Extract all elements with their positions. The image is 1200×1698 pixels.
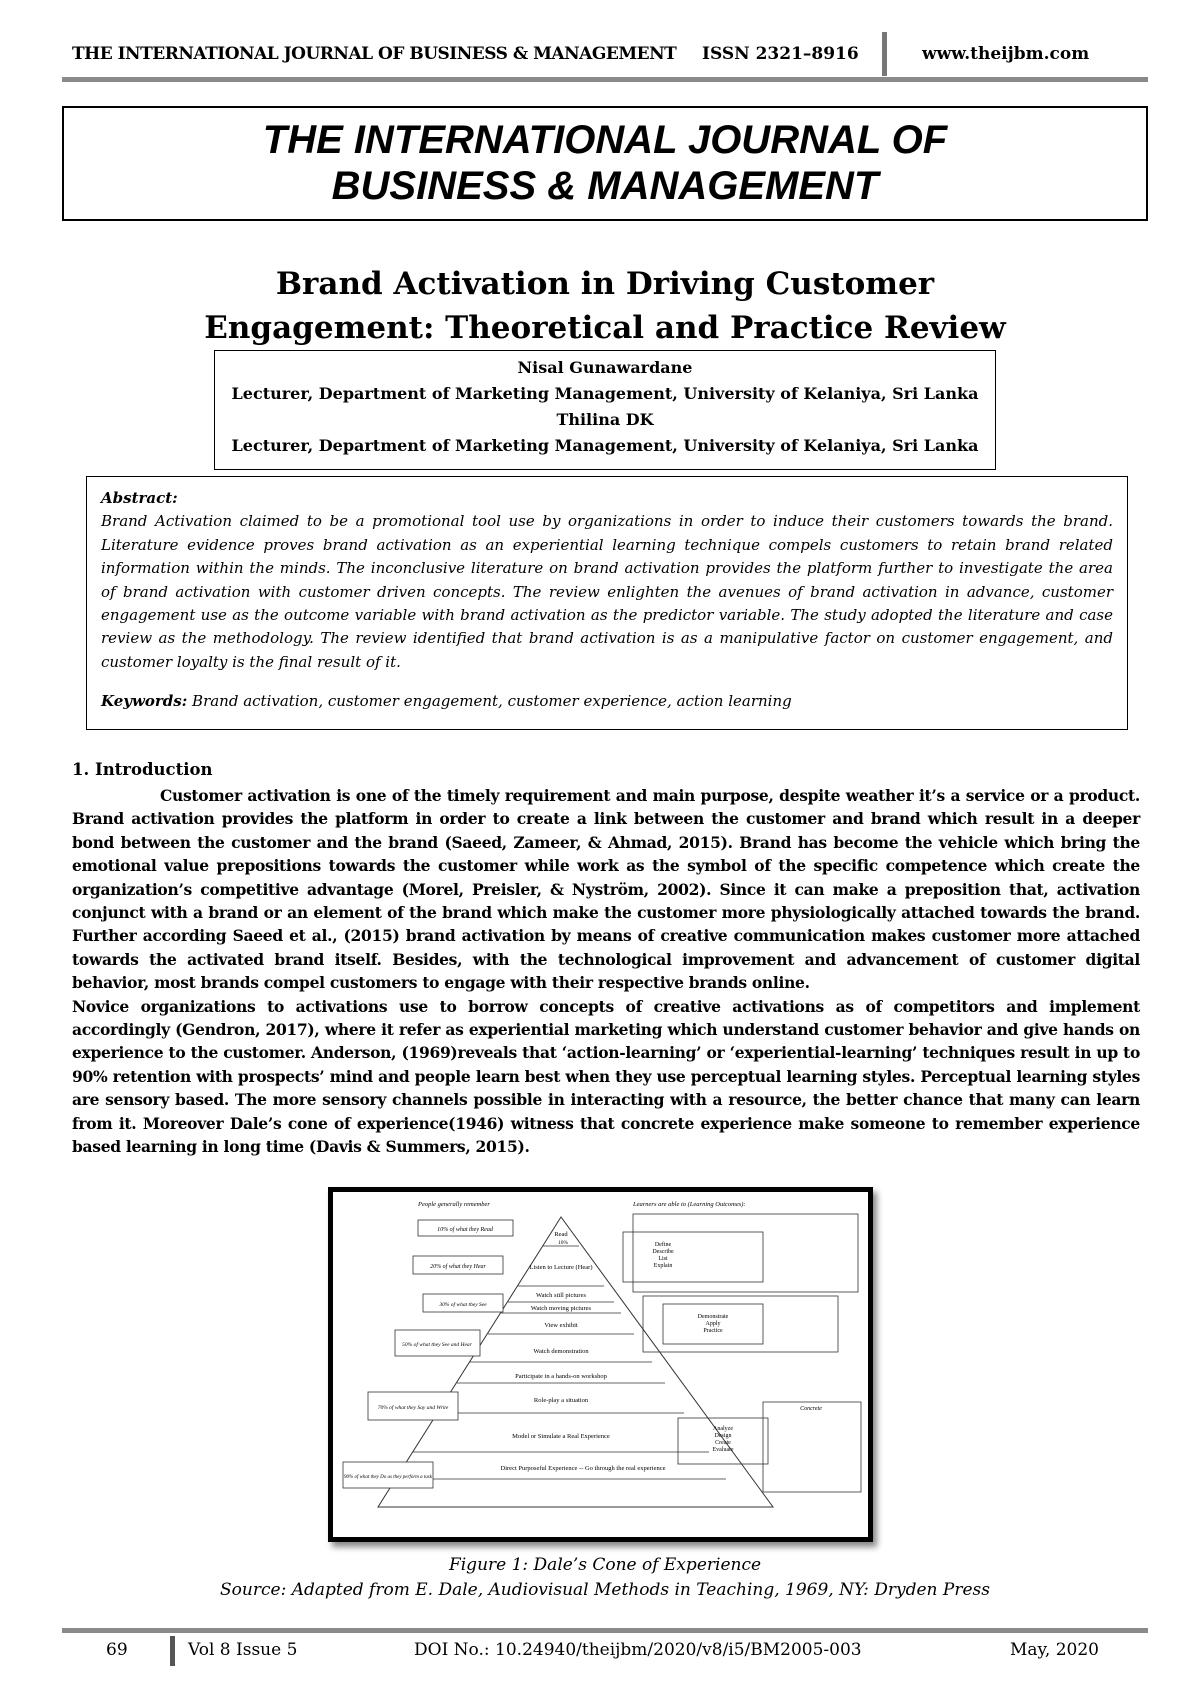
header-rule [62, 77, 1148, 82]
paragraph: Novice organizations to activations use to borrow concepts of creative activations as of competitors and implement accordingly (Gendron, 2017), where it refer as experiential marketing which understand customer behavior and give hands on experience to the customer. Anderson, (1969)reveals that ‘action-learning’ or ‘experiential-learning’ techniques result in up to 90% retention with prospects’ mind and people learn best when they use perceptual learning styles. Perceptual learning styles are sensory based. The more sensory channels possible in interacting with a resource, the better chance that many can learn from it. Moreover Dale’s cone of experience(1946) witness that concrete experience make someone to remember experience based learning in long time (Davis & Summers, 2015). [72, 996, 1140, 1157]
cone-level: View exhibit [544, 1322, 578, 1329]
author-name: Nisal Gunawardane [517, 358, 693, 377]
keywords-label: Keywords: [101, 692, 188, 711]
abstract-box [86, 476, 1128, 730]
retention-label: 50% of what they See and Hear [402, 1342, 472, 1348]
concrete-label: Concrete [800, 1406, 822, 1412]
outcome-label: Analyze [713, 1426, 733, 1432]
journal-title-line2: BUSINESS & MANAGEMENT [331, 164, 879, 208]
article-title-line2: Engagement: Theoretical and Practice Review [204, 310, 1006, 346]
volume-issue: Vol 8 Issue 5 [188, 1640, 298, 1660]
journal-title-box [62, 106, 1148, 221]
retention-boxes [343, 1220, 513, 1488]
article-title [62, 262, 1148, 350]
journal-title-line1: THE INTERNATIONAL JOURNAL OF [262, 118, 948, 162]
retention-label: 20% of what they Hear [430, 1264, 486, 1270]
cone-dividers [396, 1246, 726, 1479]
authors-box [214, 350, 996, 470]
cone-level: Role-play a situation [533, 1397, 589, 1404]
article-title-line1: Brand Activation in Driving Customer [275, 266, 935, 302]
cone-level: Watch demonstration [533, 1348, 589, 1355]
cone-level: Model or Simulate a Real Experience [512, 1433, 610, 1440]
outcome-label: Apply [705, 1321, 721, 1327]
retention-label: 10% of what they Read [437, 1227, 493, 1233]
retention-label: 30% of what they See [439, 1302, 487, 1308]
running-header [62, 44, 1148, 74]
outcome-label: Demonstrate [697, 1314, 729, 1320]
outcome-label: Practice [703, 1328, 723, 1334]
figure-dales-cone [328, 1187, 873, 1542]
page-footer [62, 1636, 1148, 1666]
figure-caption [62, 1553, 1148, 1603]
footer-divider [170, 1636, 175, 1666]
cone-level: Listen to Lecture (Hear) [529, 1264, 593, 1271]
outcome-label: Describe [652, 1249, 674, 1255]
outcome-label: Evaluate [712, 1447, 734, 1453]
retention-label: 70% of what they Say and Write [377, 1405, 449, 1411]
header-journal-name: THE INTERNATIONAL JOURNAL OF BUSINESS & MANAGEMENT [72, 44, 677, 64]
doi: DOI No.: 10.24940/theijbm/2020/v8/i5/BM2005-003 [414, 1640, 862, 1660]
section-heading: 1. Introduction [72, 760, 213, 779]
abstract-heading: Abstract: [101, 489, 178, 507]
figure-title: Figure 1: Dale’s Cone of Experience [448, 1555, 762, 1575]
retention-label: 90% of what they Do as they perform a task [344, 1475, 432, 1480]
introduction-body [72, 784, 1140, 1159]
cone-tip-percent: 10% [557, 1240, 569, 1246]
page-number: 69 [106, 1640, 128, 1660]
figure-source: Source: Adapted from E. Dale, Audiovisual Methods in Teaching, 1969, NY: Dryden Press [220, 1580, 990, 1600]
outcome-label: Create [715, 1440, 731, 1446]
cone-level: Direct Purposeful Experience -- Go through the real experience [500, 1465, 666, 1472]
header-divider [882, 32, 887, 76]
publication-date: May, 2020 [1010, 1640, 1099, 1660]
author-affiliation: Lecturer, Department of Marketing Management, University of Kelaniya, Sri Lanka [231, 384, 979, 403]
cone-level: Watch still pictures [535, 1292, 587, 1299]
outcome-label: Explain [653, 1263, 673, 1269]
cone-level: Watch moving pictures [530, 1305, 592, 1312]
outcome-label: Design [714, 1433, 732, 1439]
figure-header-left: People generally remember [418, 1201, 490, 1208]
paragraph: Customer activation is one of the timely requirement and main purpose, despite weather it’s a service or a product. Brand activation provides the platform in order to create a link between the customer and brand which result in a deeper bond between the customer and the brand (Saeed, Zameer, & Ahmad, 2015). Brand has become the vehicle which bring the emotional value prepositions towards the customer while work as the symbol of the specific competence which create the organization’s competitive advantage (Morel, Preisler, & Nyström, 2002). Since it can make a preposition that, activation conjunct with a brand or an element of the brand which make the customer more physiologically attached towards the brand. Further according Saeed et al., (2015) brand activation by means of creative communication makes customer more attached towards the activated brand itself. Besides, with the technological improvement and advancement of customer digital behavior, most brands compel customers to engage with their respective brands online. [72, 786, 1140, 993]
outcome-label: List [658, 1256, 668, 1262]
author-affiliation: Lecturer, Department of Marketing Management, University of Kelaniya, Sri Lanka [231, 436, 979, 455]
outcome-label: Define [654, 1242, 672, 1248]
cone-diagram [333, 1192, 868, 1537]
header-issn: ISSN 2321–8916 [702, 44, 859, 64]
header-website: www.theijbm.com [922, 44, 1090, 64]
cone-level: Participate in a hands-on workshop [515, 1373, 607, 1380]
author-name: Thilina DK [556, 410, 654, 429]
keywords [101, 690, 1113, 713]
keywords-list: Brand activation, customer engagement, customer experience, action learning [192, 692, 792, 711]
cone-level: Read [554, 1231, 568, 1238]
figure-header-right: Learners are able to (Learning Outcomes): [633, 1201, 746, 1208]
footer-rule [62, 1628, 1148, 1633]
abstract-body: Brand Activation claimed to be a promotional tool use by organizations in order to induce their customers towards the brand. Literature evidence proves brand activation as an experiential learning technique compels customers to retain brand related information within the minds. The inconclusive literature on brand activation provides the platform further to investigate the area of brand activation with customer driven concepts. The review enlighten the avenues of brand activation in advance, customer engagement use as the outcome variable with brand activation as the predictor variable. The study adopted the literature and case review as the methodology. The review identified that brand activation is as a manipulative factor on customer engagement, and customer loyalty is the final result of it. [101, 512, 1113, 671]
